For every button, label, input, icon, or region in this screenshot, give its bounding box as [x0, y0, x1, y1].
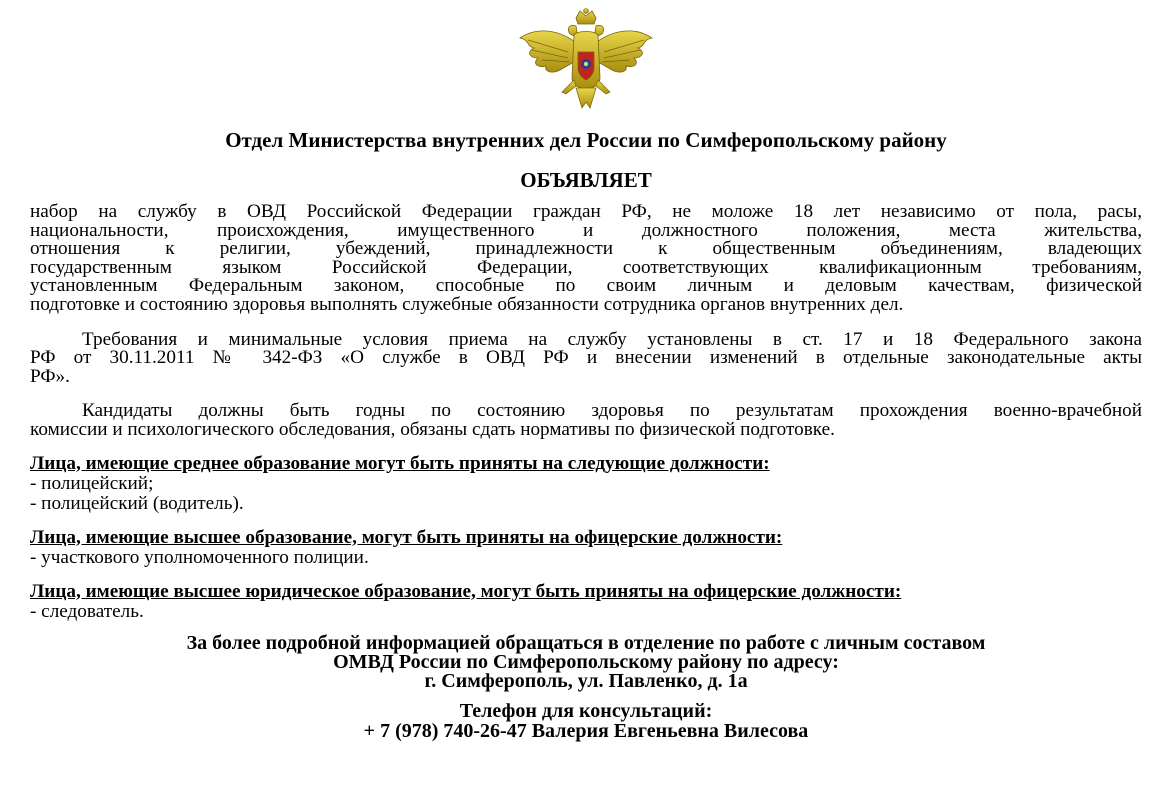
paragraph-line: комиссии и психологического обследования, обязаны сдать нормативы по физической подготовке.	[30, 418, 835, 440]
paragraph-line: РФ».	[30, 365, 70, 387]
phone-number: + 7 (978) 740-26-47 Валерия Евгеньевна Вилесова	[363, 719, 809, 742]
phone-info	[30, 701, 1142, 741]
position-item: - полицейский (водитель).	[30, 492, 244, 514]
paragraph-line: национальности, происхождения, имущественного и должностного положения, места жительства,	[30, 219, 1142, 241]
announcement-page	[30, 8, 1142, 741]
contact-line: За более подробной информацией обращаться в отделение по работе с личным составом	[186, 631, 986, 654]
paragraph-line: РФ от 30.11.2011 № 342-ФЗ «О службе в ОВД РФ и внесении изменений в отдельные законодательные акты	[30, 347, 1142, 369]
paragraph-line: установленным Федеральным законом, способные по своим личным и деловым качествам, физической	[30, 275, 1142, 297]
paragraph-line: подготовке и состоянию здоровья выполнять служебные обязанности сотрудника органов внутренних дел.	[30, 293, 904, 315]
paragraph-recruitment	[30, 203, 1142, 315]
paragraph-line: Кандидаты должны быть годны по состоянию здоровья по результатам прохождения военно-врачебной	[82, 400, 1142, 422]
section-heading: Лица, имеющие высшее юридическое образование, могут быть приняты на офицерские должности:	[30, 580, 902, 602]
position-item: - следователь.	[30, 600, 144, 622]
section-secondary-education	[30, 454, 1142, 514]
contact-line: ОМВД России по Симферопольскому району по адресу:	[333, 650, 839, 673]
paragraph-line: набор на службу в ОВД Российской Федерации граждан РФ, не моложе 18 лет независимо от пола, расы,	[30, 201, 1142, 222]
contact-address: г. Симферополь, ул. Павленко, д. 1а	[424, 669, 748, 692]
paragraph-candidates	[30, 402, 1142, 439]
section-higher-education	[30, 528, 1142, 568]
position-item: - участкового уполномоченного полиции.	[30, 546, 369, 568]
section-legal-education	[30, 582, 1142, 622]
phone-label: Телефон для консультаций:	[459, 699, 713, 722]
organization-title: Отдел Министерства внутренних дел России по Симферопольскому району	[225, 128, 947, 152]
paragraph-line: Требования и минимальные условия приема на службу установлены в ст. 17 и 18 Федерального закона	[82, 328, 1142, 350]
section-heading: Лица, имеющие среднее образование могут быть приняты на следующие должности:	[30, 452, 770, 474]
double-headed-eagle-emblem-icon	[516, 8, 656, 120]
paragraph-line: отношения к религии, убеждений, принадлежности к общественным объединениям, владеющих	[30, 238, 1142, 260]
paragraph-line: государственным языком Российской Федерации, соответствующих квалификационным требованиям,	[30, 256, 1142, 278]
paragraph-requirements	[30, 328, 1142, 387]
contact-info	[30, 631, 1142, 692]
section-heading: Лица, имеющие высшее образование, могут быть приняты на офицерские должности:	[30, 526, 783, 548]
position-item: - полицейский;	[30, 472, 154, 494]
announce-heading: ОБЪЯВЛЯЕТ	[520, 168, 652, 192]
